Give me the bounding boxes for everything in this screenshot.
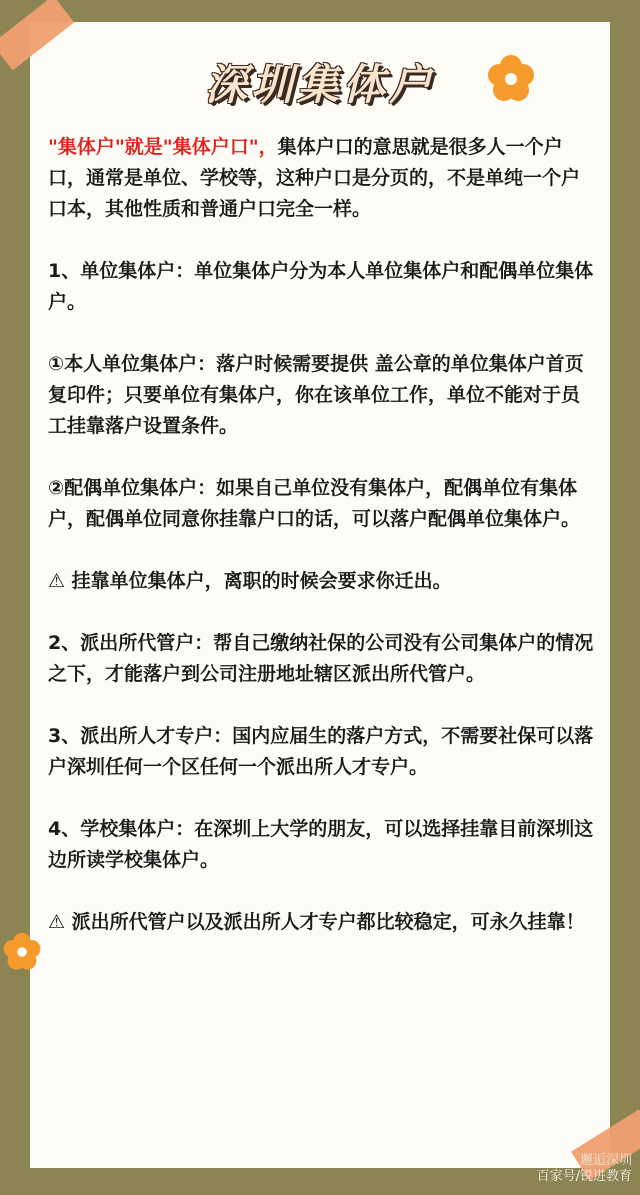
- warning-paragraph: [48, 566, 596, 597]
- section-text: ①本人单位集体户：落户时候需要提供 盖公章的单位集体户首页复印件；只要单位有集体户，你在该单位工作，单位不能对于员工挂靠落户设置条件。: [48, 353, 584, 437]
- section-label: 2、派出所代管户：: [48, 632, 214, 654]
- section-text: 在深圳上大学的朋友，可以选择挂靠目前深圳这边所读学校集体户。: [48, 818, 594, 871]
- intro-highlight: "集体户"就是"集体户口"，: [48, 136, 278, 158]
- section-text: 国内应届生的落户方式，不需要社保可以落户深圳任何一个区任何一个派出所人才专户。: [48, 725, 594, 778]
- section-paragraph: [48, 349, 596, 442]
- watermark: [537, 1153, 632, 1185]
- warning-paragraph: [48, 907, 596, 938]
- section-text: ②配偶单位集体户：如果自己单位没有集体户，配偶单位有集体户，配偶单位同意你挂靠户口的话，可以落户配偶单位集体户。: [48, 477, 581, 530]
- section-paragraph: [48, 256, 596, 318]
- flower-icon: [486, 54, 536, 104]
- section-paragraph: [48, 721, 596, 783]
- section-label: 3、派出所人才专户：: [48, 725, 233, 747]
- intro-text: 集体户口的意思就是很多人一个户口，通常是单位、学校等，这种户口是分页的，不是单纯一个户口本，其他性质和普通户口完全一样。: [48, 136, 581, 220]
- section-paragraph: [48, 814, 596, 876]
- watermark-line1: 邂逅深圳: [579, 1153, 632, 1168]
- section-text: ⚠ 挂靠单位集体户，离职的时候会要求你迁出。: [48, 570, 452, 592]
- page-title: 深圳集体户: [204, 60, 435, 109]
- section-label: 1、单位集体户：: [48, 260, 195, 282]
- section-text: ⚠ 派出所代管户以及派出所人才专户都比较稳定，可永久挂靠！: [48, 911, 585, 933]
- section-paragraph: [48, 473, 596, 535]
- flower-icon: [2, 932, 42, 972]
- section-text: 单位集体户分为本人单位集体户和配偶单位集体户。: [48, 260, 594, 313]
- watermark-line2: 百家号/锐进教育: [536, 1169, 632, 1184]
- section-label: 4、学校集体户：: [48, 818, 195, 840]
- intro-paragraph: [48, 132, 596, 225]
- section-paragraph: [48, 628, 596, 690]
- article-body: [48, 132, 596, 969]
- section-text: 帮自己缴纳社保的公司没有公司集体户的情况之下，才能落户到公司注册地址辖区派出所代管户。: [48, 632, 594, 685]
